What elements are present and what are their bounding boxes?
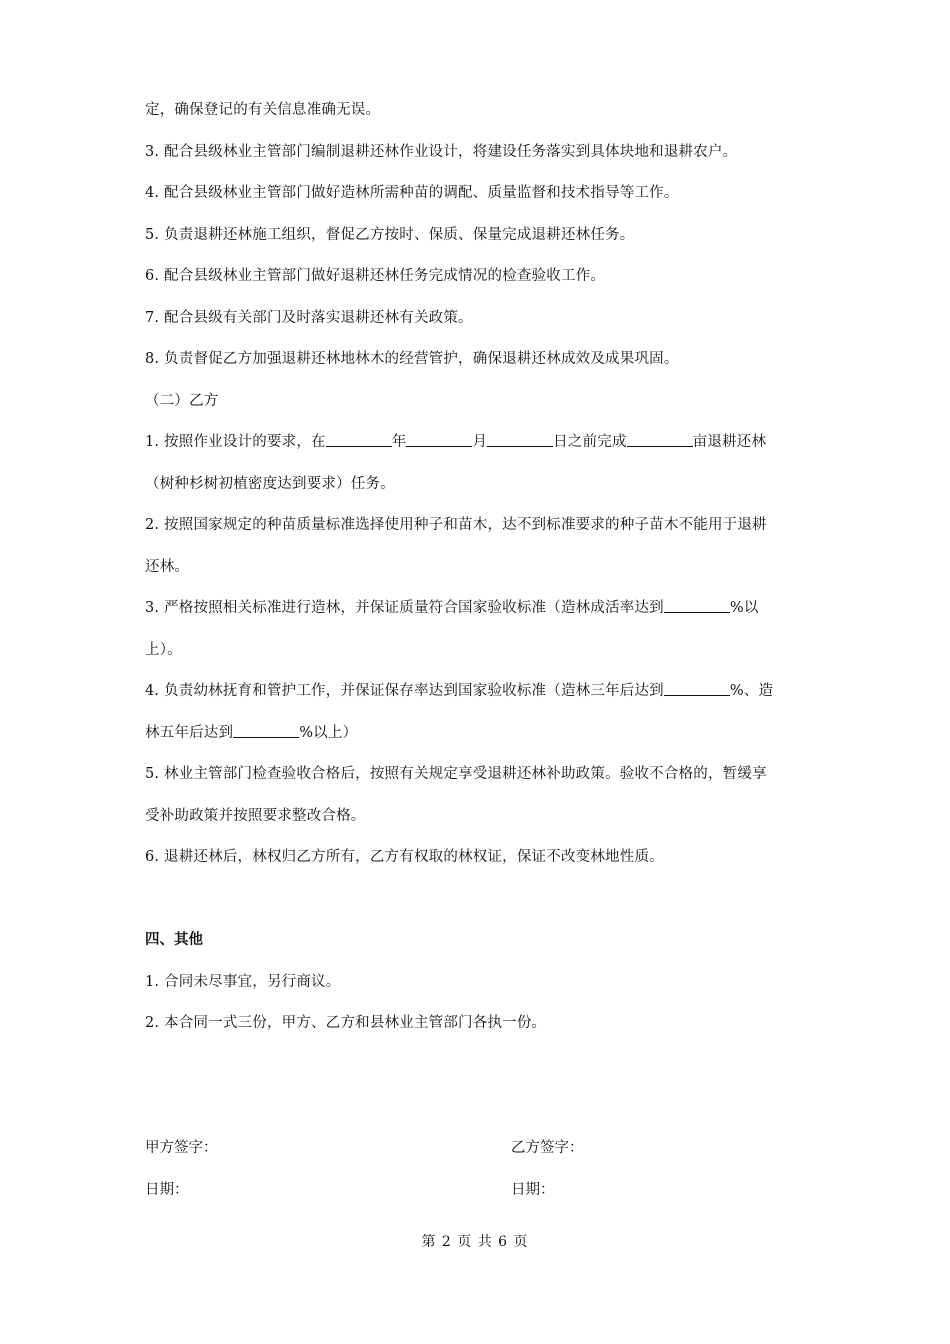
- clause-b-3-cont: 上）。: [145, 641, 182, 658]
- five-year-rate-suffix: %以上）: [299, 724, 358, 741]
- clause-b-4-text: 4. 负责幼林抚育和管护工作，并保证保存率达到国家验收标准（造林三年后达到: [145, 683, 664, 699]
- page-number-footer: 第 2 页 共 6 页: [421, 1234, 529, 1250]
- clause-a-7: 7. 配合县级有关部门及时落实退耕还林有关政策。: [145, 309, 473, 326]
- year-blank: [326, 430, 392, 447]
- area-blank: [627, 430, 693, 447]
- clause-b-1-text: 1. 按照作业设计的要求，在: [145, 434, 326, 450]
- clause-a-6: 6. 配合县级林业主管部门做好退耕还林任务完成情况的检查验收工作。: [145, 268, 606, 284]
- party-a-sign-label: 甲方签字：: [145, 1140, 218, 1156]
- clause-b-4-cont-text: 林五年后达到: [145, 724, 234, 741]
- clause-b-5: 5. 林业主管部门检查验收合格后，按照有关规定享受退耕还林补助政策。验收不合格的，暂缓享: [145, 766, 767, 782]
- three-year-rate-suffix: %、造: [729, 683, 774, 699]
- clause-b-6: 6. 退耕还林后，林权归乙方所有，乙方有权取的林权证，保证不改变林地性质。: [145, 849, 664, 865]
- three-year-rate-blank: [664, 679, 730, 696]
- paragraph-line: 定，确保登记的有关信息准确无误。: [145, 102, 381, 118]
- signature-block: [145, 1134, 809, 1214]
- day-blank: [487, 430, 553, 447]
- area-label: 亩退耕还林: [692, 434, 767, 450]
- party-b-sign-label: 乙方签字：: [511, 1140, 584, 1156]
- clause-other-1: 1. 合同未尽事宜，另行商议。: [145, 973, 341, 990]
- clause-b-1: [145, 428, 809, 470]
- party-b-date-label: 日期：: [511, 1181, 555, 1198]
- clause-a-3: 3. 配合县级林业主管部门编制退耕还林作业设计，将建设任务落实到具体块地和退耕农户。: [145, 143, 738, 160]
- party-a-date-label: 日期：: [145, 1181, 189, 1198]
- clause-b-3-text: 3. 严格按照相关标准进行造林，并保证质量符合国家验收标准（造林成活率达到: [145, 600, 664, 616]
- clause-a-8: 8. 负责督促乙方加强退耕还林地林木的经营管护，确保退耕还林成效及成果巩固。: [145, 351, 679, 367]
- clause-b-4-cont: [145, 719, 809, 761]
- party-b-signature: [511, 1134, 811, 1217]
- clause-b-2: 2. 按照国家规定的种苗质量标准选择使用种子和苗木，达不到标准要求的种子苗木不能用于退耕: [145, 517, 767, 533]
- clause-a-4: 4. 配合县级林业主管部门做好造林所需种苗的调配、质量监督和技术指导等工作。: [145, 185, 679, 201]
- day-label: 日之前完成: [553, 434, 627, 450]
- clause-other-2: 2. 本合同一式三份，甲方、乙方和县林业主管部门各执一份。: [145, 1015, 547, 1031]
- clause-b-1-cont: （树种杉树初植密度达到要求）任务。: [145, 475, 395, 492]
- party-a-signature: [145, 1134, 445, 1217]
- section-heading-other: 四、其他: [145, 932, 203, 948]
- month-label: 月: [472, 434, 488, 450]
- survival-rate-blank: [664, 596, 730, 613]
- five-year-rate-blank: [233, 721, 299, 738]
- survival-rate-suffix: %以: [729, 600, 759, 616]
- clause-b-4: [145, 677, 809, 719]
- month-blank: [406, 430, 472, 447]
- clause-b-3: [145, 594, 809, 636]
- clause-b-5-cont: 受补助政策并按照要求整改合格。: [145, 807, 366, 824]
- year-label: 年: [391, 434, 407, 450]
- document-body: [145, 96, 809, 1051]
- clause-b-2-cont: 还林。: [145, 558, 190, 575]
- spacer: [145, 885, 809, 927]
- section-party-b: （二）乙方: [145, 392, 219, 409]
- clause-a-5: 5. 负责退耕还林施工组织，督促乙方按时、保质、保量完成退耕还林任务。: [145, 226, 635, 243]
